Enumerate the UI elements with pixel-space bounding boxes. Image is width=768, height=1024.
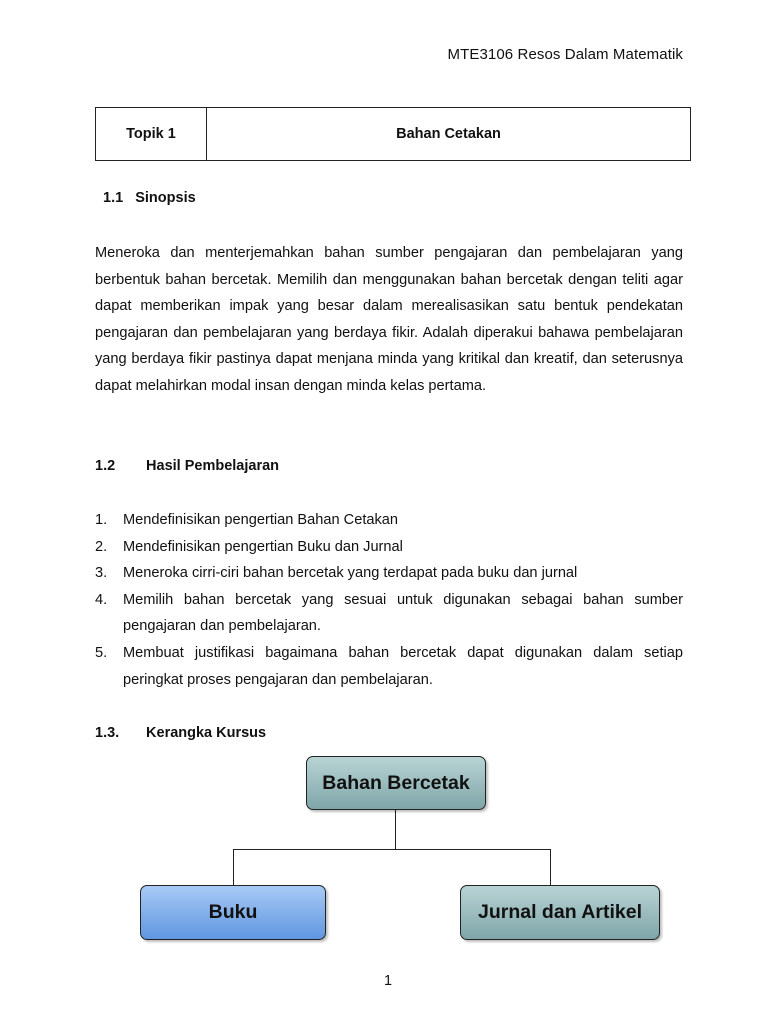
topic-title: Bahan Cetakan <box>396 126 501 142</box>
list-item-index: 2. <box>95 538 108 555</box>
outcomes-number: 1.2 <box>95 458 116 474</box>
framework-heading <box>95 725 266 741</box>
connector-line <box>233 849 551 850</box>
outcomes-heading <box>95 458 279 474</box>
page-number: 1 <box>383 973 393 989</box>
course-title: MTE3106 Resos Dalam Matematik <box>447 46 683 63</box>
list-item <box>95 560 683 587</box>
synopsis-heading <box>103 190 196 206</box>
synopsis-number: 1.1 <box>103 190 124 206</box>
list-item-index: 5. <box>95 644 108 661</box>
synopsis-body: Meneroka dan menterjemahkan bahan sumber pengajaran dan pembelajaran yang berbentuk bahan bercetak. Memilih dan menggunakan bahan bercetak dengan teliti agar dapat memberikan impak yang besar dalam merealisasikan satu bentuk pendekatan pengajaran dan pembelajaran yang berdaya fikir. Adalah diperakui bahawa pembelajaran yang berdaya fikir pastinya dapat menjana minda yang kritikal dan kreatif, dan seterusnya dapat melahirkan modal insan dengan minda kelas pertama. <box>95 245 683 394</box>
diagram-child-buku: Buku <box>140 885 326 940</box>
list-item <box>95 640 683 693</box>
list-item-text: Mendefinisikan pengertian Bahan Cetakan <box>123 512 399 528</box>
outcomes-list <box>95 507 683 693</box>
connector-line <box>233 849 234 885</box>
topic-table <box>95 107 691 161</box>
list-item <box>95 534 683 561</box>
list-item-text: Mendefinisikan pengertian Buku dan Jurnal <box>123 538 403 555</box>
outcomes-title: Hasil Pembelajaran <box>146 458 280 474</box>
list-item-text: Memilih bahan bercetak yang sesuai untuk digunakan sebagai bahan sumber pengajaran dan pembelajaran. <box>123 591 683 635</box>
connector-line <box>550 849 551 885</box>
list-item-index: 1. <box>95 512 108 528</box>
list-item-index: 4. <box>95 591 108 608</box>
diagram-root-box: Bahan Bercetak <box>306 756 486 810</box>
list-item-text: Membuat justifikasi bagaimana bahan bercetak dapat digunakan dalam setiap peringkat proses pengajaran dan pembelajaran. <box>123 644 683 688</box>
list-item-text: Meneroka cirri-ciri bahan bercetak yang terdapat pada buku dan jurnal <box>123 565 578 582</box>
framework-title: Kerangka Kursus <box>146 725 267 741</box>
synopsis-title: Sinopsis <box>135 190 196 206</box>
connector-line <box>395 810 396 849</box>
list-item <box>95 507 683 534</box>
topic-label: Topik 1 <box>96 108 207 160</box>
list-item <box>95 587 683 640</box>
diagram-child-jurnal: Jurnal dan Artikel <box>460 885 660 940</box>
framework-number: 1.3. <box>95 725 120 741</box>
list-item-index: 3. <box>95 565 108 582</box>
